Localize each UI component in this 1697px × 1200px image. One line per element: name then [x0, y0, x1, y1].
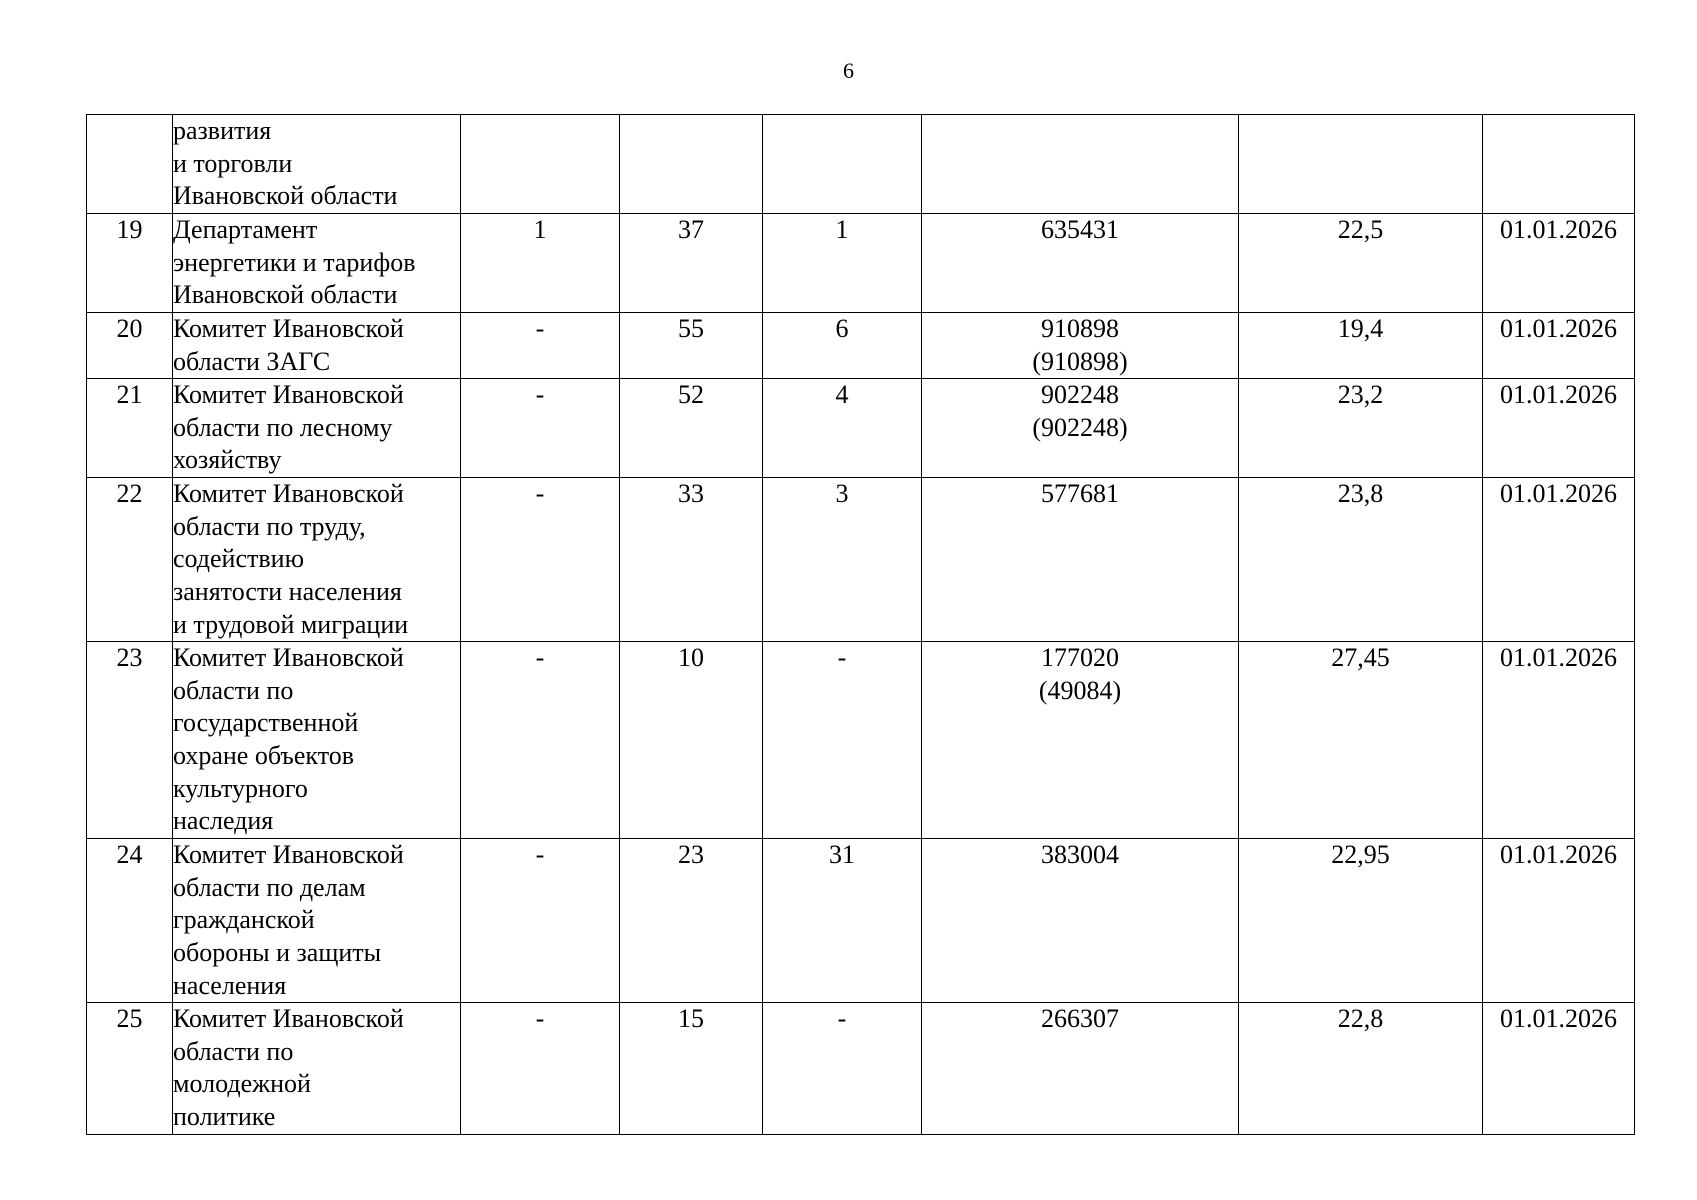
organization-name-cell-line: энергетики и тарифов — [173, 247, 416, 277]
column-e-cell: 23,8 — [1239, 478, 1483, 642]
date-cell: 01.01.2026 — [1483, 379, 1635, 478]
column-b-cell: 55 — [620, 313, 763, 379]
column-d-cell-line: 577681 — [1041, 479, 1119, 509]
column-d-cell — [922, 379, 1239, 478]
column-d-cell — [922, 478, 1239, 642]
column-d-cell-line: 177020 — [1041, 643, 1119, 673]
column-d-cell-line: 902248 — [1041, 380, 1119, 410]
organization-name-cell-line: гражданской — [173, 905, 315, 935]
column-d-cell — [922, 642, 1239, 839]
row-number-cell — [87, 115, 173, 214]
column-d-cell-line: (910898) — [1032, 346, 1128, 376]
column-a-cell — [461, 115, 620, 214]
column-d-cell-line: 383004 — [1041, 840, 1119, 870]
column-d-cell-line: (902248) — [1032, 412, 1128, 442]
date-cell: 01.01.2026 — [1483, 839, 1635, 1003]
organization-name-cell-line: области по делам — [173, 872, 366, 902]
column-e-cell — [1239, 115, 1483, 214]
table-row — [87, 214, 1635, 313]
column-d-cell-line: 635431 — [1041, 215, 1119, 244]
column-d-cell — [922, 839, 1239, 1003]
column-e-cell: 22,5 — [1239, 214, 1483, 313]
column-d-cell — [922, 1003, 1239, 1135]
organization-name-cell-line: Департамент — [173, 215, 318, 244]
organization-name-cell-line: и трудовой миграции — [173, 609, 409, 639]
organization-name-cell-line: области по лесному — [173, 412, 393, 442]
table-row — [87, 642, 1635, 839]
column-a-cell: - — [461, 1003, 620, 1135]
organization-name-cell-line: Комитет Ивановской — [173, 380, 404, 410]
table-row — [87, 379, 1635, 478]
table-body — [87, 115, 1635, 1135]
column-e-cell: 27,45 — [1239, 642, 1483, 839]
column-c-cell: 6 — [763, 313, 922, 379]
row-number-cell: 24 — [87, 839, 173, 1003]
organization-name-cell-line: области по — [173, 675, 294, 705]
column-c-cell: 4 — [763, 379, 922, 478]
column-c-cell: 1 — [763, 214, 922, 313]
organization-name-cell-line: занятости населения — [173, 576, 402, 606]
column-d-cell — [922, 313, 1239, 379]
page-number: 6 — [843, 58, 854, 83]
organization-name-cell-line: области ЗАГС — [173, 346, 331, 376]
row-number-cell: 20 — [87, 313, 173, 379]
column-c-cell: 31 — [763, 839, 922, 1003]
row-number-cell: 23 — [87, 642, 173, 839]
row-number-cell: 19 — [87, 214, 173, 313]
column-b-cell — [620, 115, 763, 214]
column-c-cell: 3 — [763, 478, 922, 642]
date-cell: 01.01.2026 — [1483, 1003, 1635, 1135]
column-b-cell: 37 — [620, 214, 763, 313]
column-a-cell: 1 — [461, 214, 620, 313]
column-d-cell — [922, 115, 1239, 214]
column-d-cell-line: 266307 — [1041, 1004, 1119, 1034]
column-a-cell: - — [461, 313, 620, 379]
column-a-cell: - — [461, 642, 620, 839]
column-e-cell: 19,4 — [1239, 313, 1483, 379]
table-row — [87, 839, 1635, 1003]
organization-name-cell — [173, 214, 461, 313]
organization-name-cell-line: содействию — [173, 544, 304, 574]
organization-name-cell-line: области по — [173, 1036, 294, 1066]
organization-name-cell-line: политике — [173, 1101, 276, 1131]
column-c-cell: - — [763, 642, 922, 839]
organization-name-cell-line: хозяйству — [173, 445, 282, 475]
organization-name-cell — [173, 379, 461, 478]
column-b-cell: 10 — [620, 642, 763, 839]
column-d-cell — [922, 214, 1239, 313]
organization-name-cell — [173, 478, 461, 642]
column-b-cell: 33 — [620, 478, 763, 642]
organization-name-cell-line: Комитет Ивановской — [173, 840, 404, 870]
organization-name-cell-line: Комитет Ивановской — [173, 643, 404, 673]
organization-name-cell-line: молодежной — [173, 1069, 311, 1099]
organization-name-cell-line: Комитет Ивановской — [173, 479, 404, 509]
date-cell: 01.01.2026 — [1483, 214, 1635, 313]
organization-name-cell-line: обороны и защиты — [173, 937, 382, 967]
column-c-cell: - — [763, 1003, 922, 1135]
organization-name-cell-line: охране объектов — [173, 740, 354, 770]
table-row — [87, 1003, 1635, 1135]
row-number-cell: 21 — [87, 379, 173, 478]
organization-name-cell — [173, 839, 461, 1003]
row-number-cell: 25 — [87, 1003, 173, 1135]
table-row — [87, 115, 1635, 214]
organization-name-cell-line: Комитет Ивановской — [173, 1004, 404, 1034]
organization-name-cell-line: области по труду, — [173, 511, 366, 541]
column-e-cell: 23,2 — [1239, 379, 1483, 478]
organization-name-cell-line: Ивановской области — [173, 280, 398, 310]
organization-name-cell-line: населения — [173, 970, 287, 1000]
organization-name-cell-line: культурного — [173, 773, 308, 803]
row-number-cell: 22 — [87, 478, 173, 642]
organization-name-cell-line: развития — [173, 116, 272, 145]
column-b-cell: 52 — [620, 379, 763, 478]
column-d-cell-line: 910898 — [1041, 314, 1119, 343]
table-row — [87, 478, 1635, 642]
organization-name-cell — [173, 1003, 461, 1135]
date-cell: 01.01.2026 — [1483, 642, 1635, 839]
column-c-cell — [763, 115, 922, 214]
data-table — [86, 114, 1635, 1135]
organization-name-cell-line: Комитет Ивановской — [173, 314, 404, 343]
column-d-cell-line: (49084) — [1038, 675, 1122, 705]
column-a-cell: - — [461, 839, 620, 1003]
organization-name-cell — [173, 313, 461, 379]
organization-name-cell-line: Ивановской области — [173, 181, 398, 211]
date-cell: 01.01.2026 — [1483, 313, 1635, 379]
column-b-cell: 15 — [620, 1003, 763, 1135]
column-e-cell: 22,8 — [1239, 1003, 1483, 1135]
organization-name-cell-line: государственной — [173, 708, 359, 738]
organization-name-cell-line: наследия — [173, 806, 274, 836]
column-e-cell: 22,95 — [1239, 839, 1483, 1003]
organization-name-cell-line: и торговли — [173, 148, 293, 178]
table-row — [87, 313, 1635, 379]
column-b-cell: 23 — [620, 839, 763, 1003]
organization-name-cell — [173, 642, 461, 839]
organization-name-cell — [173, 115, 461, 214]
column-a-cell: - — [461, 478, 620, 642]
date-cell: 01.01.2026 — [1483, 478, 1635, 642]
date-cell — [1483, 115, 1635, 214]
column-a-cell: - — [461, 379, 620, 478]
